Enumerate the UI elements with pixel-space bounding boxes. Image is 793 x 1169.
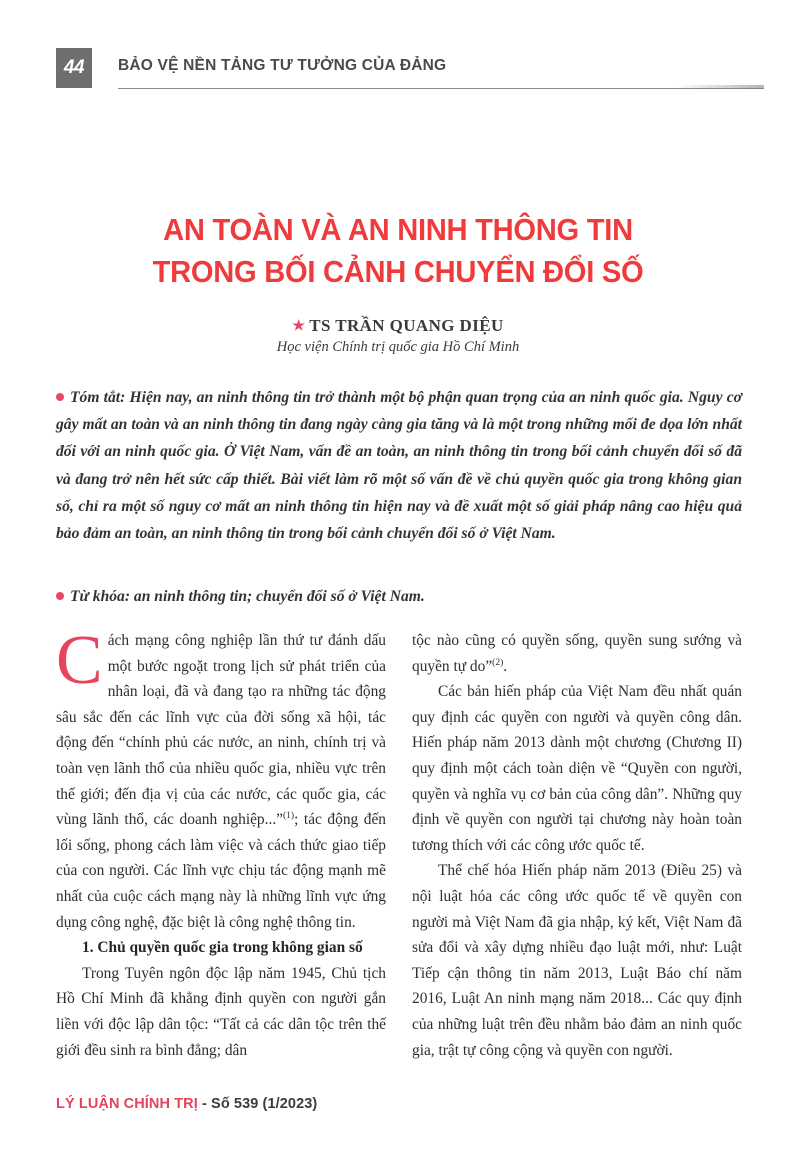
journal-issue: - Số 539 (1/2023) <box>197 1096 318 1112</box>
article-title-line-1: AN TOÀN VÀ AN NINH THÔNG TIN <box>163 211 633 247</box>
author-line <box>56 316 740 336</box>
footnote-marker-1: (1) <box>283 811 295 822</box>
bullet-dot-icon <box>56 592 64 600</box>
keywords-text: an ninh thông tin; chuyển đổi số ở Việt Nam. <box>130 588 425 605</box>
article-title-line-2: TRONG BỐI CẢNH CHUYỂN ĐỔI SỐ <box>152 253 644 289</box>
paragraph-right-2: Các bản hiến pháp của Việt Nam đều nhất quán quy định các quyền con người và quyền công dân. Hiến pháp năm 2013 dành một chương (Chương II) quy định một cách toàn diện về “Quyền con người, quyền và nghĩa vụ cơ bản của công dân”. Những quy định về quyền con người tại chương này hoàn toàn tương thích với các công ước quốc tế. <box>412 683 742 854</box>
running-title: BẢO VỆ NỀN TẢNG TƯ TƯỞNG CỦA ĐẢNG <box>118 57 447 74</box>
bullet-dot-icon <box>56 393 64 401</box>
author-affiliation: Học viện Chính trị quốc gia Hồ Chí Minh <box>276 339 520 355</box>
running-header <box>56 48 740 92</box>
page-number-badge: 44 <box>56 48 92 88</box>
footnote-marker-2: (2) <box>492 657 504 668</box>
paragraph-right-head: tộc nào cũng có quyền sống, quyền sung sướng và quyền tự do” <box>412 632 742 675</box>
article-title <box>77 209 720 293</box>
paragraph-left-2: Trong Tuyên ngôn độc lập năm 1945, Chủ tịch Hồ Chí Minh đã khẳng định quyền con người gắn liền với độc lập dân tộc: “Tất cả các dân tộc trên thế giới đều sinh ra bình đẳng; dân <box>56 964 386 1059</box>
abstract-block <box>56 384 742 547</box>
header-divider <box>118 88 764 89</box>
paragraph-intro-tail: ; tác động đến lối sống, phong cách làm việc và cách thức giao tiếp của con người. Các lĩnh vực chịu tác động mạnh mẽ nhất của cuộc cách mạng này là những lĩnh vực ứng dụng công nghệ, đặc biệt là công nghệ thông tin. <box>56 811 386 931</box>
paragraph-right-tail: . <box>503 657 508 675</box>
abstract-label: Tóm tắt: <box>70 389 126 406</box>
body-column-left <box>56 622 386 1063</box>
section-heading-1: 1. Chủ quyền quốc gia trong không gian số <box>82 939 363 957</box>
paragraph-intro-text: ách mạng công nghiệp lần thứ tư đánh dấu một bước ngoặt trong lịch sử phát triển của nhân loại, đã và đang tạo ra những tác động sâu sắc đến các lĩnh vực của đời sống xã hội, tác động đến “chính phủ các nước, an ninh, chính trị và toàn vẹn lãnh thổ của nhiều quốc gia, nhiều vực trên thế giới; đến địa vị của các nước, các quốc gia, các vùng lãnh thổ, các doanh nghiệp...” <box>56 632 386 829</box>
header-divider-fade <box>676 85 764 89</box>
paragraph-intro <box>56 622 386 935</box>
drop-cap: C <box>56 622 103 699</box>
page-footer <box>56 1096 317 1112</box>
paragraph-right-3: Thể chế hóa Hiến pháp năm 2013 (Điều 25) và nội luật hóa các công ước quốc tế về quyền con người mà Việt Nam đã gia nhập, ký kết, Việt Nam đã sửa đổi và xây dựng nhiều đạo luật mới, như: Luật Tiếp cận thông tin năm 2013, Luật Báo chí năm 2016, Luật An ninh mạng năm 2018... Các quy định của những luật trên đều nhằm bảo đảm an ninh quốc gia, trật tự công cộng và quyền con người. <box>412 862 742 1059</box>
journal-name: LÝ LUẬN CHÍNH TRỊ <box>56 1096 198 1112</box>
star-icon: ★ <box>292 319 306 334</box>
byline <box>56 316 740 356</box>
abstract-text: Hiện nay, an ninh thông tin trở thành một bộ phận quan trọng của an ninh quốc gia. Nguy cơ gây mất an toàn và an ninh thông tin đang ngày càng gia tăng và là một trong những mối đe dọa lớn nhất đối với an ninh quốc gia. Ở Việt Nam, vấn đề an toàn, an ninh thông tin trong bối cảnh chuyển đổi số đã và đang trở nên hết sức cấp thiết. Bài viết làm rõ một số vấn đề về chủ quyền quốc gia trong không gian số, chỉ ra một số nguy cơ mất an ninh thông tin hiện nay và đề xuất một số giải pháp nâng cao hiệu quả bảo đảm an toàn, an ninh thông tin trong bối cảnh chuyển đổi số ở Việt Nam. <box>56 389 742 543</box>
keywords-block <box>56 583 742 610</box>
body-column-right <box>412 628 742 1063</box>
author-name: TS TRẦN QUANG DIỆU <box>309 316 504 335</box>
paragraph-right-continuation <box>412 628 742 679</box>
keywords-label: Từ khóa: <box>70 588 131 605</box>
